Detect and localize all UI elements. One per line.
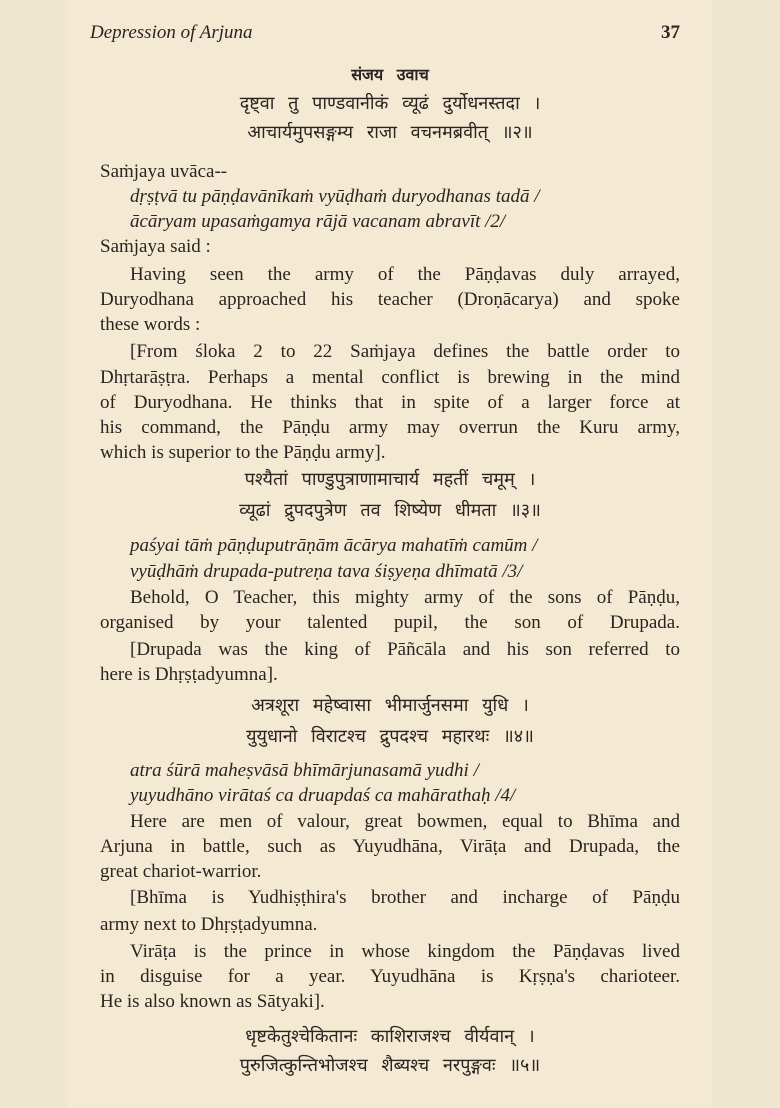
sanskrit-verse-line: पश्यैतां पाण्डुपुत्राणामाचार्य महतीं चमूम् । xyxy=(244,469,536,490)
sanskrit-verse-line: पुरुजित्कुन्तिभोजश्च शैब्यश्च नरपुङ्गवः ॥५॥ xyxy=(239,1055,541,1076)
sanskrit-verse-line: धृष्टकेतुश्चेकितानः काशिराजश्च वीर्यवान् । xyxy=(245,1026,535,1047)
paragraph-line: here is Dhṛṣṭadyumna]. xyxy=(100,664,278,685)
paragraph-line: of Duryodhana. He thinks that in spite of a larger force at xyxy=(100,392,680,413)
transliteration-line: dṛṣṭvā tu pāṇḍavānīkaṁ vyūḍhaṁ duryodhanas tadā / xyxy=(130,186,540,207)
paragraph-line: Arjuna in battle, such as Yuyudhāna, Virāṭa and Drupada, the xyxy=(100,836,680,857)
page-number: 37 xyxy=(661,22,680,43)
paragraph-line: Having seen the army of the Pāṇḍavas duly arrayed, xyxy=(130,264,680,285)
paragraph-line: Behold, O Teacher, this mighty army of the sons of Pāṇḍu, xyxy=(130,587,680,608)
speaker-label: Saṁjaya said : xyxy=(100,236,211,257)
paragraph-line: [Bhīma is Yudhiṣṭhira's brother and incharge of Pāṇḍu xyxy=(130,887,680,908)
paragraph-line: these words : xyxy=(100,314,201,335)
paragraph-line: [From śloka 2 to 22 Saṁjaya defines the battle order to xyxy=(130,341,680,362)
sanskrit-verse-line: युयुधानो विराटश्च द्रुपदश्च महारथः ॥४॥ xyxy=(246,726,534,747)
paragraph-line: in disguise for a year. Yuyudhāna is Kṛṣṇa's charioteer. xyxy=(100,966,680,987)
paragraph-line: organised by your talented pupil, the son of Drupada. xyxy=(100,612,680,633)
paragraph-line: his command, the Pāṇḍu army may overrun the Kuru army, xyxy=(100,417,680,438)
sanskrit-verse-line: आचार्यमुपसङ्गम्य राजा वचनमब्रवीत् ॥२॥ xyxy=(247,122,533,143)
paragraph-line: Dhṛtarāṣṭra. Perhaps a mental conflict is brewing in the mind xyxy=(100,367,680,388)
sanskrit-heading: संजय उवाच xyxy=(351,65,429,84)
paragraph-line: which is superior to the Pāṇḍu army]. xyxy=(100,442,386,463)
paragraph-line: Duryodhana approached his teacher (Droṇācarya) and spoke xyxy=(100,289,680,310)
sanskrit-verse-line: व्यूढां द्रुपदपुत्रेण तव शिष्येण धीमता ॥३॥ xyxy=(239,500,541,521)
transliteration-line: yuyudhāno virātaś ca druapdaś ca mahārathaḥ /4/ xyxy=(130,785,516,806)
speaker-label: Saṁjaya uvāca-- xyxy=(100,161,228,182)
sanskrit-verse-line: दृष्ट्वा तु पाण्डवानीकं व्यूढं दुर्योधनस्तदा । xyxy=(239,93,541,114)
paragraph-line: [Drupada was the king of Pāñcāla and his son referred to xyxy=(130,639,680,660)
transliteration-line: paśyai tāṁ pāṇḍuputrāṇām ācārya mahatīṁ camūm / xyxy=(130,535,538,556)
transliteration-line: ācāryam upasaṁgamya rājā vacanam abravīt /2/ xyxy=(130,211,506,232)
transliteration-line: vyūḍhāṁ drupada-putreṇa tava śiṣyeṇa dhīmatā /3/ xyxy=(130,561,523,582)
paragraph-line: army next to Dhṛṣṭadyumna. xyxy=(100,914,318,935)
paragraph-line: He is also known as Sātyaki]. xyxy=(100,991,325,1012)
paragraph-line: great chariot-warrior. xyxy=(100,861,262,882)
paragraph-line: Here are men of valour, great bowmen, equal to Bhīma and xyxy=(130,811,680,832)
sanskrit-verse-line: अत्रशूरा महेष्वासा भीमार्जुनसमा युधि । xyxy=(251,695,529,716)
paragraph-line: Virāṭa is the prince in whose kingdom the Pāṇḍavas lived xyxy=(130,941,680,962)
running-title: Depression of Arjuna xyxy=(90,22,253,43)
transliteration-line: atra śūrā maheṣvāsā bhīmārjunasamā yudhi / xyxy=(130,760,479,781)
